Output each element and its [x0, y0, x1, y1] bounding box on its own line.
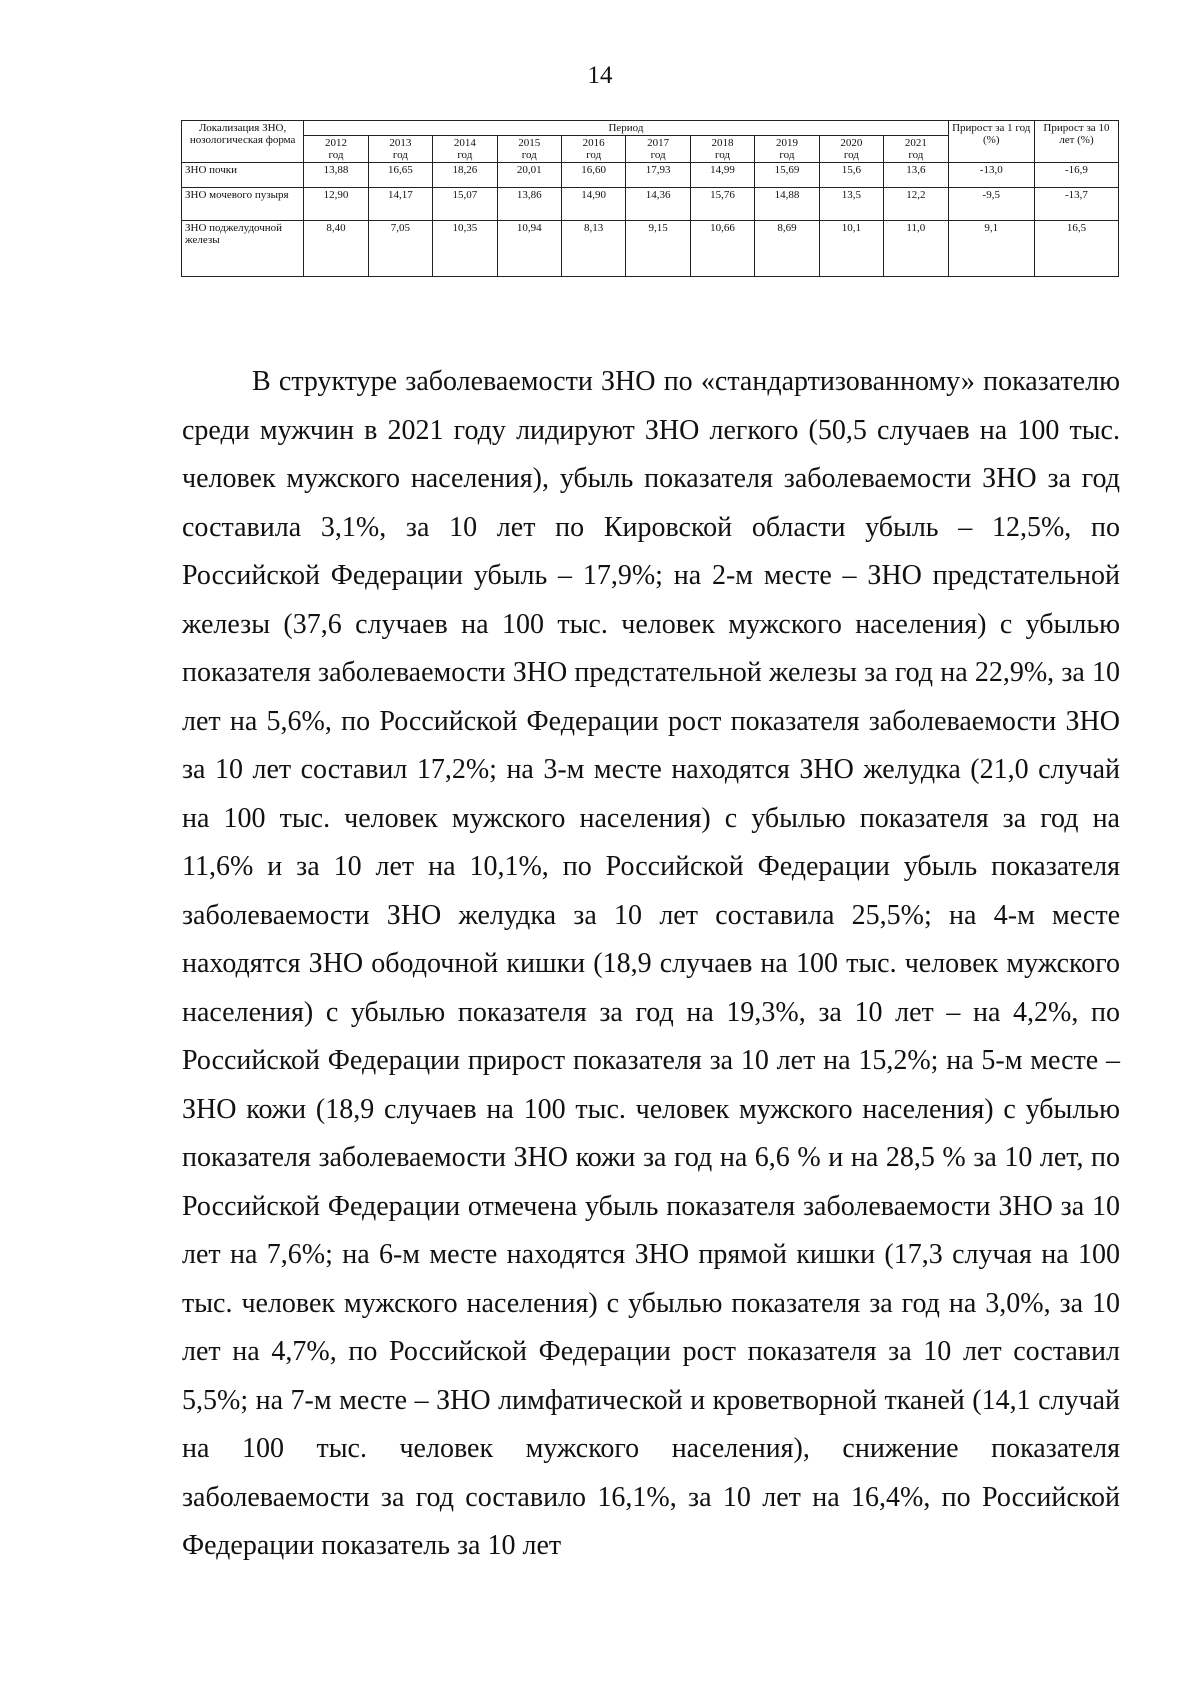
year-header: 2015 год [497, 136, 561, 163]
table-cell: 15,76 [690, 188, 754, 221]
table-cell: 20,01 [497, 163, 561, 188]
year-header: 2017 год [626, 136, 690, 163]
table-cell: 14,17 [368, 188, 432, 221]
table-cell: 15,07 [433, 188, 497, 221]
table-cell: 12,2 [884, 188, 949, 221]
row-label: ЗНО поджелудочной железы [182, 221, 304, 277]
year-header: 2020 год [819, 136, 883, 163]
table-cell: 10,1 [819, 221, 883, 277]
table-cell: 14,36 [626, 188, 690, 221]
growth-1y-cell: -9,5 [948, 188, 1034, 221]
table-cell: 9,15 [626, 221, 690, 277]
growth-10y-header: Прирост за 10 лет (%) [1034, 121, 1118, 163]
table-cell: 11,0 [884, 221, 949, 277]
page-number: 14 [587, 62, 613, 89]
table-row [182, 188, 1119, 221]
table-cell: 13,5 [819, 188, 883, 221]
table-cell: 13,6 [884, 163, 949, 188]
year-header: 2013 год [368, 136, 432, 163]
table-header-row [182, 121, 1119, 136]
table-cell: 18,26 [433, 163, 497, 188]
year-header: 2019 год [755, 136, 819, 163]
row-label: ЗНО мочевого пузыря [182, 188, 304, 221]
table-cell: 14,90 [561, 188, 625, 221]
table-cell: 10,35 [433, 221, 497, 277]
growth-10y-cell: -16,9 [1034, 163, 1118, 188]
incidence-table [181, 120, 1119, 277]
table-cell: 10,94 [497, 221, 561, 277]
body-text [182, 358, 1120, 1571]
table-cell: 13,88 [304, 163, 368, 188]
period-header: Период [304, 121, 948, 136]
growth-10y-cell: 16,5 [1034, 221, 1118, 277]
table-cell: 8,69 [755, 221, 819, 277]
table-cell: 15,6 [819, 163, 883, 188]
growth-1y-cell: 9,1 [948, 221, 1034, 277]
table-cell: 16,65 [368, 163, 432, 188]
table-cell: 17,93 [626, 163, 690, 188]
growth-1y-cell: -13,0 [948, 163, 1034, 188]
growth-10y-cell: -13,7 [1034, 188, 1118, 221]
year-header: 2018 год [690, 136, 754, 163]
year-header: 2012 год [304, 136, 368, 163]
body-paragraph: В структуре заболеваемости ЗНО по «стандартизованному» показателю среди мужчин в 2021 году лидируют ЗНО легкого (50,5 случаев на 100 тыс. человек мужского населения), убыль показателя заболеваемости ЗНО за год составила 3,1%, за 10 лет по Кировской области убыль – 12,5%, по Российской Федерации убыль – 17,9%; на 2-м месте – ЗНО предстательной железы (37,6 случаев на 100 тыс. человек мужского населения) с убылью показателя заболеваемости ЗНО предстательной железы за год на 22,9%, за 10 лет на 5,6%, по Российской Федерации рост показателя заболеваемости ЗНО за 10 лет составил 17,2%; на 3-м месте находятся ЗНО желудка (21,0 случай на 100 тыс. человек мужского населения) с убылью показателя за год на 11,6% и за 10 лет на 10,1%, по Российской Федерации убыль показателя заболеваемости ЗНО желудка за 10 лет составила 25,5%; на 4-м месте находятся ЗНО ободочной кишки (18,9 случаев на 100 тыс. человек мужского населения) с убылью показателя за год на 19,3%, за 10 лет – на 4,2%, по Российской Федерации прирост показателя за 10 лет на 15,2%; на 5-м месте – ЗНО кожи (18,9 случаев на 100 тыс. человек мужского населения) с убылью показателя заболеваемости ЗНО кожи за год на 6,6 % и на 28,5 % за 10 лет, по Российской Федерации отмечена убыль показателя заболеваемости ЗНО за 10 лет на 7,6%; на 6-м месте находятся ЗНО прямой кишки (17,3 случая на 100 тыс. человек мужского населения) с убылью показателя за год на 3,0%, за 10 лет на 4,7%, по Российской Федерации рост показателя за 10 лет составил 5,5%; на 7-м месте – ЗНО лимфатической и кроветворной тканей (14,1 случай на 100 тыс. человек мужского населения), снижение показателя заболеваемости за год составило 16,1%, за 10 лет на 16,4%, по Российской Федерации показатель за 10 лет [182, 366, 1120, 1561]
table-cell: 13,86 [497, 188, 561, 221]
table-cell: 14,99 [690, 163, 754, 188]
row-label: ЗНО почки [182, 163, 304, 188]
year-header: 2014 год [433, 136, 497, 163]
year-header: 2016 год [561, 136, 625, 163]
table-cell: 15,69 [755, 163, 819, 188]
table-row [182, 221, 1119, 277]
table-row [182, 163, 1119, 188]
localization-header: Локализация ЗНО, нозологическая форма [182, 121, 304, 163]
table-cell: 16,60 [561, 163, 625, 188]
table-cell: 7,05 [368, 221, 432, 277]
table-cell: 14,88 [755, 188, 819, 221]
growth-1y-header: Прирост за 1 год (%) [948, 121, 1034, 163]
table-cell: 10,66 [690, 221, 754, 277]
table-cell: 8,40 [304, 221, 368, 277]
table-cell: 12,90 [304, 188, 368, 221]
year-header: 2021 год [884, 136, 949, 163]
table-cell: 8,13 [561, 221, 625, 277]
